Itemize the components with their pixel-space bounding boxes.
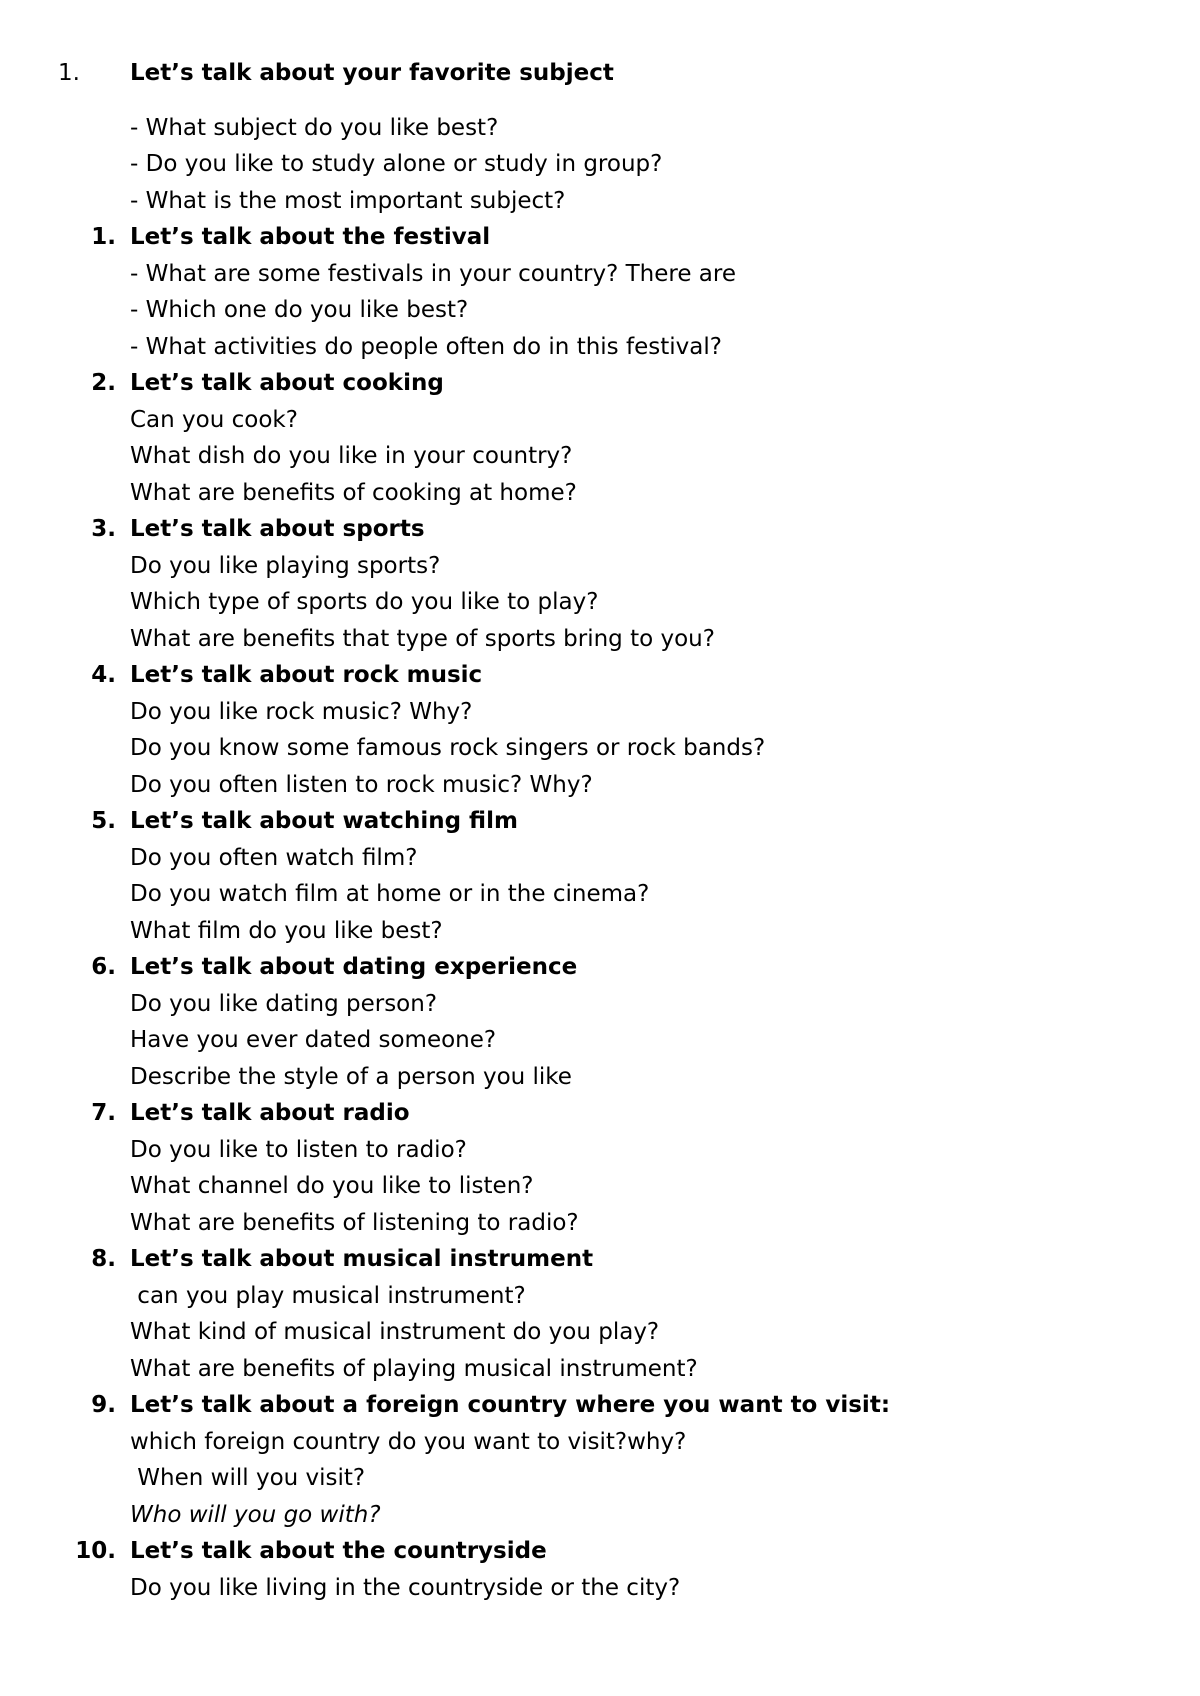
- topic-heading: Let’s talk about rock music: [130, 662, 483, 688]
- question: - What subject do you like best?: [130, 115, 499, 141]
- question: Who will you go with?: [130, 1502, 381, 1528]
- question: - What is the most important subject?: [130, 188, 566, 214]
- question: Can you cook?: [130, 407, 298, 433]
- question: What kind of musical instrument do you play?: [130, 1319, 660, 1345]
- topic-heading: Let’s talk about watching film: [130, 808, 518, 834]
- question: Do you like rock music? Why?: [130, 699, 473, 725]
- topic-heading: Let’s talk about radio: [130, 1100, 410, 1126]
- topic-number: 8.: [91, 1246, 116, 1272]
- topic-number: 5.: [91, 808, 116, 834]
- question: - Do you like to study alone or study in group?: [130, 151, 663, 177]
- topic-number: 1.: [91, 224, 116, 250]
- question: Which type of sports do you like to play?: [130, 589, 599, 615]
- topic-number: 7.: [91, 1100, 116, 1126]
- topic-number: 2.: [91, 370, 116, 396]
- topic-heading: Let’s talk about the countryside: [130, 1538, 547, 1564]
- topic-heading: Let’s talk about sports: [130, 516, 425, 542]
- topic-number: 6.: [91, 954, 116, 980]
- topic-number: 9.: [91, 1392, 116, 1418]
- question: Do you often listen to rock music? Why?: [130, 772, 593, 798]
- topic-heading: Let’s talk about cooking: [130, 370, 444, 396]
- question: Have you ever dated someone?: [130, 1027, 497, 1053]
- question: What are benefits of listening to radio?: [130, 1210, 579, 1236]
- topic-heading: Let’s talk about a foreign country where you want to visit:: [130, 1392, 891, 1418]
- topic-heading: Let’s talk about the festival: [130, 224, 491, 250]
- topic-heading: Let’s talk about dating experience: [130, 954, 578, 980]
- topic-heading: Let’s talk about musical instrument: [130, 1246, 594, 1272]
- question: Do you like playing sports?: [130, 553, 441, 579]
- question: What film do you like best?: [130, 918, 443, 944]
- topic-heading: Let’s talk about your favorite subject: [130, 60, 614, 86]
- question: Do you like dating person?: [130, 991, 438, 1017]
- question: Describe the style of a person you like: [130, 1064, 572, 1090]
- question: Do you watch film at home or in the cinema?: [130, 881, 650, 907]
- topic-number: 10.: [75, 1538, 116, 1564]
- topic-number: 4.: [91, 662, 116, 688]
- question: which foreign country do you want to visit?why?: [130, 1429, 687, 1455]
- question: Do you like to listen to radio?: [130, 1137, 467, 1163]
- question: Do you know some famous rock singers or rock bands?: [130, 735, 766, 761]
- question: What channel do you like to listen?: [130, 1173, 534, 1199]
- question: What are benefits of playing musical instrument?: [130, 1356, 698, 1382]
- question: - What activities do people often do in this festival?: [130, 334, 722, 360]
- question: - What are some festivals in your country? There are: [130, 261, 736, 287]
- question: What dish do you like in your country?: [130, 443, 573, 469]
- question: What are benefits that type of sports bring to you?: [130, 626, 715, 652]
- question: Do you often watch film?: [130, 845, 418, 871]
- topic-number: 3.: [91, 516, 116, 542]
- question: What are benefits of cooking at home?: [130, 480, 577, 506]
- question: - Which one do you like best?: [130, 297, 469, 323]
- topic-number: 1.: [58, 60, 80, 86]
- question: can you play musical instrument?: [130, 1283, 526, 1309]
- question: Do you like living in the countryside or the city?: [130, 1575, 681, 1601]
- question: When will you visit?: [130, 1465, 366, 1491]
